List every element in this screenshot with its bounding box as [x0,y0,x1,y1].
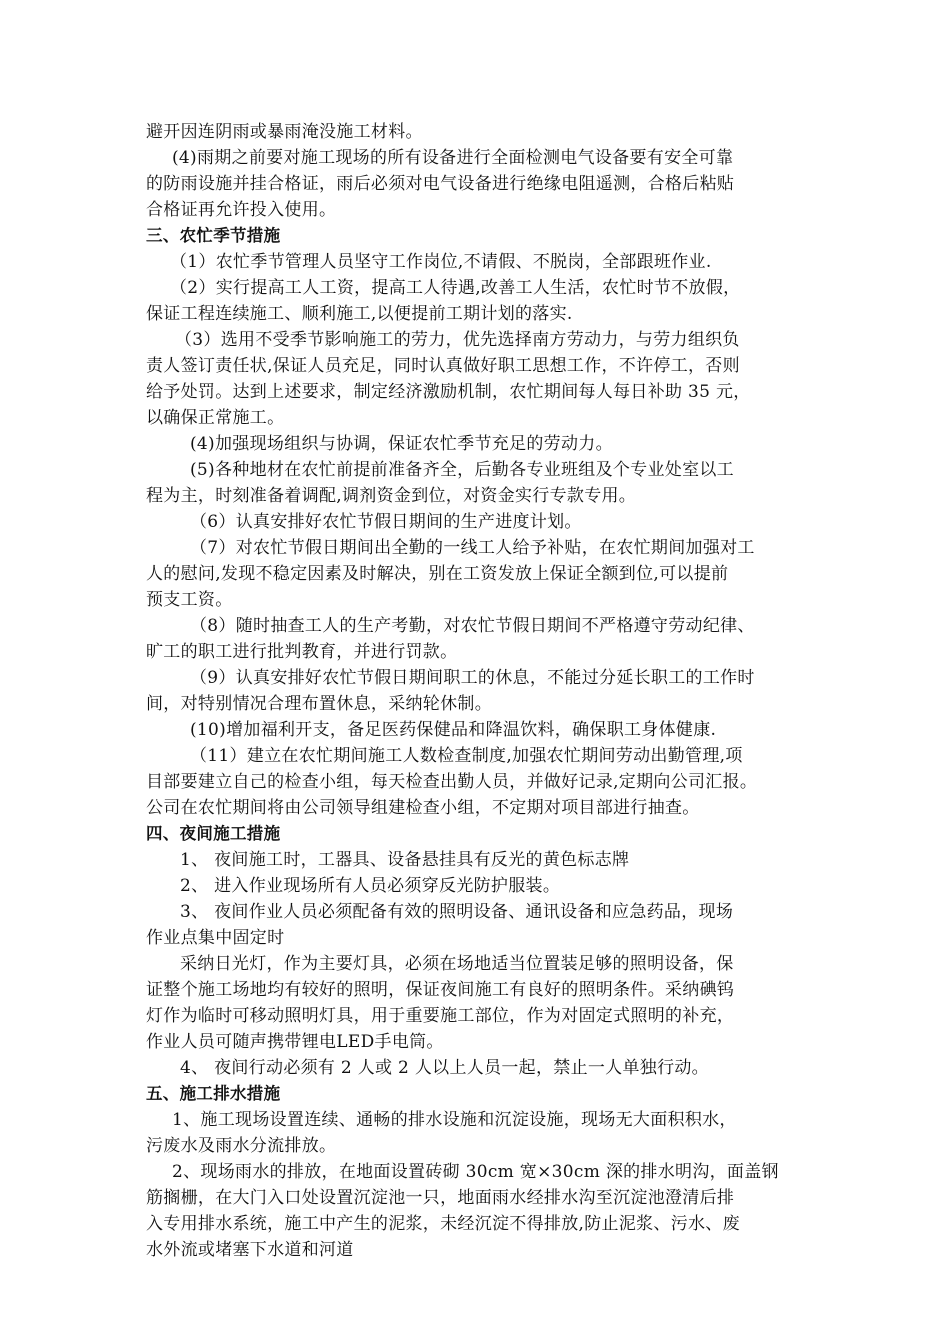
text-line: 给予处罚。达到上述要求，制定经济激励机制，农忙期间每人每日补助 35 元， [146,382,751,402]
text-line: 作业人员可随声携带锂电LED手电筒。 [146,1032,444,1052]
text-line: 2、 进入作业现场所有人员必须穿反光防护服装。 [180,876,561,896]
text-line: 采纳日光灯，作为主要灯具，必须在场地适当位置装足够的照明设备，保 [180,954,734,974]
text-line: 公司在农忙期间将由公司领导组建检查小组，不定期对项目部进行抽查。 [146,798,700,818]
text-line: (4)加强现场组织与协调，保证农忙季节充足的劳动力。 [190,434,613,454]
text-line: 筋搁栅，在大门入口处设置沉淀池一只，地面雨水经排水沟至沉淀池澄清后排 [146,1188,735,1208]
text-line: 4、 夜间行动必须有 2 人或 2 人以上人员一起，禁止一人单独行动。 [180,1058,709,1078]
text-line: 2、现场雨水的排放，在地面设置砖砌 30cm 宽×30cm 深的排水明沟，面盖钢 [172,1162,779,1182]
text-line: （11）建立在农忙期间施工人数检查制度,加强农忙期间劳动出勤管理,项 [190,746,743,766]
text-line: 合格证再允许投入使用。 [146,200,337,220]
text-line: (4)雨期之前要对施工现场的所有设备进行全面检测电气设备要有安全可靠 [172,148,734,168]
text-line: （2）实行提高工人工资，提高工人待遇,改善工人生活，农忙时节不放假， [170,278,741,298]
text-line: 预支工资。 [146,590,233,610]
text-line: (5)各种地材在农忙前提前准备齐全，后勤各专业班组及个专业处室以工 [190,460,734,480]
section-heading: 三、农忙季节措施 [146,226,281,245]
text-line: 间，对特别情况合理布置休息，采纳轮休制。 [146,694,492,714]
text-line: 责人签订责任状,保证人员充足，同时认真做好职工思想工作，不许停工，否则 [146,356,740,376]
text-line: 证整个施工场地均有较好的照明，保证夜间施工有良好的照明条件。采纳碘钨 [146,980,735,1000]
text-line: 保证工程连续施工、顺利施工,以便提前工期计划的落实. [146,304,573,324]
text-line: 的防雨设施并挂合格证，雨后必须对电气设备进行绝缘电阻遥测，合格后粘贴 [146,174,735,194]
text-line: （8）随时抽查工人的生产考勤，对农忙节假日期间不严格遵守劳动纪律、 [190,616,755,636]
text-line: 旷工的职工进行批判教育，并进行罚款。 [146,642,458,662]
text-line: 目部要建立自己的检查小组，每天检查出勤人员，并做好记录,定期向公司汇报。 [146,772,758,792]
text-line: 1、施工现场设置连续、通畅的排水设施和沉淀设施，现场无大面积积水， [172,1110,737,1130]
text-line: 灯作为临时可移动照明灯具，用于重要施工部位，作为对固定式照明的补充， [146,1006,735,1026]
text-line: 以确保正常施工。 [146,408,285,428]
text-line: 水外流或堵塞下水道和河道 [146,1240,354,1260]
text-line: 1、 夜间施工时，工器具、设备悬挂具有反光的黄色标志牌 [180,850,630,870]
text-line: 作业点集中固定时 [146,928,285,948]
text-line: （6）认真安排好农忙节假日期间的生产进度计划。 [190,512,582,532]
text-line: （3）选用不受季节影响施工的劳力，优先选择南方劳动力，与劳力组织负 [175,330,740,350]
text-line: 入专用排水系统，施工中产生的泥浆，未经沉淀不得排放,防止泥浆、污水、废 [146,1214,740,1234]
section-heading: 五、施工排水措施 [146,1084,281,1103]
text-line: （1）农忙季节管理人员坚守工作岗位,不请假、不脱岗，全部跟班作业. [170,252,712,272]
text-line: 污废水及雨水分流排放。 [146,1136,337,1156]
section-heading: 四、夜间施工措施 [146,824,281,843]
text-line: 程为主，时刻准备着调配,调剂资金到位，对资金实行专款专用。 [146,486,637,506]
text-line: （9）认真安排好农忙节假日期间职工的休息，不能过分延长职工的工作时 [190,668,755,688]
text-line: 人的慰问,发现不稳定因素及时解决，别在工资发放上保证全额到位,可以提前 [146,564,729,584]
text-line: 3、 夜间作业人员必须配备有效的照明设备、通讯设备和应急药品，现场 [180,902,734,922]
text-line: 避开因连阴雨或暴雨淹没施工材料。 [146,122,423,142]
text-line: (10)增加福利开支，备足医药保健品和降温饮料，确保职工身体健康. [190,720,717,740]
text-line: （7）对农忙节假日期间出全勤的一线工人给予补贴，在农忙期间加强对工 [190,538,755,558]
